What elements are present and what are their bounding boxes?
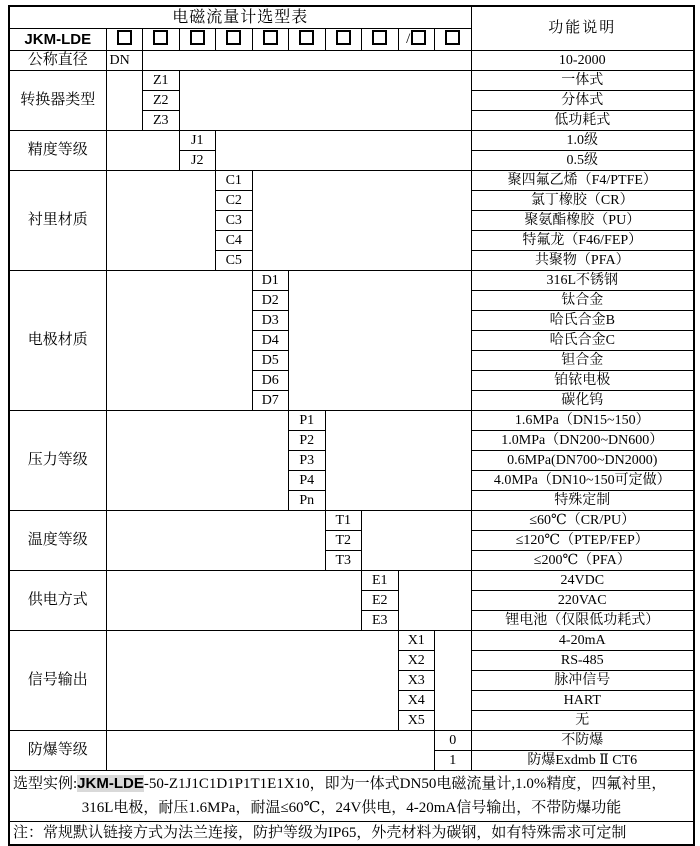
option-description: 聚氨酯橡胶（PU）: [471, 211, 694, 231]
option-description: HART: [471, 691, 694, 711]
option-code: T2: [325, 531, 362, 551]
option-code: 0: [435, 731, 472, 751]
checkbox-icon: [411, 30, 426, 45]
option-description: 钽合金: [471, 351, 694, 371]
option-description: 4.0MPa（DN10~150可定做）: [471, 471, 694, 491]
option-description: 1.0级: [471, 131, 694, 151]
empty-space: [252, 171, 471, 271]
model-checkbox-cell[interactable]: [289, 29, 326, 51]
option-description: 共聚物（PFA）: [471, 251, 694, 271]
section-label: 温度等级: [9, 511, 106, 571]
option-code: Pn: [289, 491, 326, 511]
option-code: Z3: [143, 111, 180, 131]
empty-space: [106, 731, 435, 771]
checkbox-icon: [117, 30, 132, 45]
empty-space: [143, 51, 472, 71]
option-code: DN: [106, 51, 143, 71]
model-checkbox-cell[interactable]: [325, 29, 362, 51]
empty-space: [289, 271, 472, 411]
option-description: 24VDC: [471, 571, 694, 591]
empty-space: [106, 271, 252, 411]
checkbox-icon: [263, 30, 278, 45]
checkbox-icon: [190, 30, 205, 45]
option-description: 10-2000: [471, 51, 694, 71]
title-row: [9, 6, 694, 29]
option-description: 铂铱电极: [471, 371, 694, 391]
checkbox-icon: [299, 30, 314, 45]
empty-space: [325, 411, 471, 511]
option-description: 316L不锈钢: [471, 271, 694, 291]
option-code: E1: [362, 571, 399, 591]
option-code: D4: [252, 331, 289, 351]
option-code: T1: [325, 511, 362, 531]
model-checkbox-cell[interactable]: [398, 29, 435, 51]
empty-space: [106, 71, 143, 131]
option-row: [9, 271, 694, 291]
section-label: 压力等级: [9, 411, 106, 511]
option-description: 无: [471, 711, 694, 731]
option-description: 聚四氟乙烯（F4/PTFE）: [471, 171, 694, 191]
example-line-1: [10, 772, 693, 796]
example-model-code: JKM-LDE: [77, 775, 144, 792]
option-description: 低功耗式: [471, 111, 694, 131]
option-description: 氯丁橡胶（CR）: [471, 191, 694, 211]
option-code: D7: [252, 391, 289, 411]
option-code: D3: [252, 311, 289, 331]
option-description: 特殊定制: [471, 491, 694, 511]
option-code: P2: [289, 431, 326, 451]
section-label: 防爆等级: [9, 731, 106, 771]
option-code: C2: [216, 191, 253, 211]
section-label: 衬里材质: [9, 171, 106, 271]
option-code: J2: [179, 151, 216, 171]
empty-space: [106, 171, 216, 271]
option-code: X2: [398, 651, 435, 671]
option-description: 脉冲信号: [471, 671, 694, 691]
option-row: [9, 731, 694, 751]
empty-space: [106, 511, 325, 571]
option-row: [9, 71, 694, 91]
option-row: [9, 131, 694, 151]
option-code: P4: [289, 471, 326, 491]
option-description: 分体式: [471, 91, 694, 111]
selection-example-row: [9, 771, 694, 822]
option-row: [9, 51, 694, 71]
selection-table: [8, 5, 695, 846]
section-label: 信号输出: [9, 631, 106, 731]
model-checkbox-cell[interactable]: [179, 29, 216, 51]
section-label: 电极材质: [9, 271, 106, 411]
option-code: C4: [216, 231, 253, 251]
option-code: T3: [325, 551, 362, 571]
empty-space: [435, 631, 472, 731]
option-description: 锂电池（仅限低功耗式）: [471, 611, 694, 631]
option-description: 不防爆: [471, 731, 694, 751]
option-description: 4-20mA: [471, 631, 694, 651]
option-description: 哈氏合金C: [471, 331, 694, 351]
option-code: C1: [216, 171, 253, 191]
option-code: P1: [289, 411, 326, 431]
option-code: C5: [216, 251, 253, 271]
option-code: X5: [398, 711, 435, 731]
empty-space: [106, 631, 398, 731]
option-row: [9, 631, 694, 651]
empty-space: [179, 71, 471, 131]
option-code: X1: [398, 631, 435, 651]
option-description: 特氟龙（F46/FEP）: [471, 231, 694, 251]
example-line1-rest: -50-Z1J1C1D1P1T1E1X10，即为一体式DN50电磁流量计,1.0%精度，四氟衬里，: [143, 776, 667, 792]
option-code: Z2: [143, 91, 180, 111]
option-code: C3: [216, 211, 253, 231]
option-description: 0.6MPa(DN700~DN2000): [471, 451, 694, 471]
empty-space: [106, 411, 289, 511]
example-prefix: 选型实例:: [13, 776, 78, 792]
option-row: [9, 511, 694, 531]
table-title: 电磁流量计选型表: [9, 6, 471, 29]
selection-example: [9, 771, 694, 822]
checkbox-icon: [372, 30, 387, 45]
section-label: 转换器类型: [9, 71, 106, 131]
model-checkbox-cell[interactable]: [252, 29, 289, 51]
option-row: [9, 411, 694, 431]
note-text: 注：常规默认链接方式为法兰连接，防护等级为IP65，外壳材料为碳钢，如有特殊需求可定制: [9, 822, 694, 846]
option-code: X3: [398, 671, 435, 691]
option-description: RS-485: [471, 651, 694, 671]
checkbox-icon: [153, 30, 168, 45]
option-description: 一体式: [471, 71, 694, 91]
option-description: 哈氏合金B: [471, 311, 694, 331]
checkbox-icon: [336, 30, 351, 45]
option-description: ≤200℃（PFA）: [471, 551, 694, 571]
empty-space: [216, 131, 472, 171]
option-code: D5: [252, 351, 289, 371]
empty-space: [106, 131, 179, 171]
model-code-label: JKM-LDE: [9, 29, 106, 51]
section-label: 精度等级: [9, 131, 106, 171]
option-code: X4: [398, 691, 435, 711]
option-code: D6: [252, 371, 289, 391]
model-checkbox-cell[interactable]: [435, 29, 472, 51]
option-row: [9, 571, 694, 591]
empty-space: [106, 571, 362, 631]
option-code: P3: [289, 451, 326, 471]
option-description: 钛合金: [471, 291, 694, 311]
option-description: 1.0MPa（DN200~DN600）: [471, 431, 694, 451]
empty-space: [362, 511, 472, 571]
option-code: D1: [252, 271, 289, 291]
option-code: J1: [179, 131, 216, 151]
option-code: E2: [362, 591, 399, 611]
function-description-header: 功能说明: [471, 6, 694, 51]
model-checkbox-cell[interactable]: [216, 29, 253, 51]
option-code: E3: [362, 611, 399, 631]
note-row: [9, 822, 694, 846]
option-description: ≤120℃（PTEP/FEP）: [471, 531, 694, 551]
empty-space: [398, 571, 471, 631]
checkbox-icon: [226, 30, 241, 45]
option-description: 碳化钨: [471, 391, 694, 411]
option-description: 1.6MPa（DN15~150）: [471, 411, 694, 431]
slash-separator: /: [406, 31, 411, 47]
option-row: [9, 171, 694, 191]
option-code: 1: [435, 751, 472, 771]
option-description: 防爆Exdmb Ⅱ CT6: [471, 751, 694, 771]
model-checkbox-cell[interactable]: [362, 29, 399, 51]
option-code: D2: [252, 291, 289, 311]
option-description: ≤60℃（CR/PU）: [471, 511, 694, 531]
option-description: 220VAC: [471, 591, 694, 611]
example-line-2: 316L电极，耐压1.6MPa，耐温≤60℃，24V供电，4-20mA信号输出，不带防爆功能: [81, 800, 622, 816]
model-checkbox-cell[interactable]: [143, 29, 180, 51]
checkbox-icon: [445, 30, 460, 45]
section-label: 供电方式: [9, 571, 106, 631]
section-label: 公称直径: [9, 51, 106, 71]
option-code: Z1: [143, 71, 180, 91]
option-description: 0.5级: [471, 151, 694, 171]
model-checkbox-cell[interactable]: [106, 29, 143, 51]
